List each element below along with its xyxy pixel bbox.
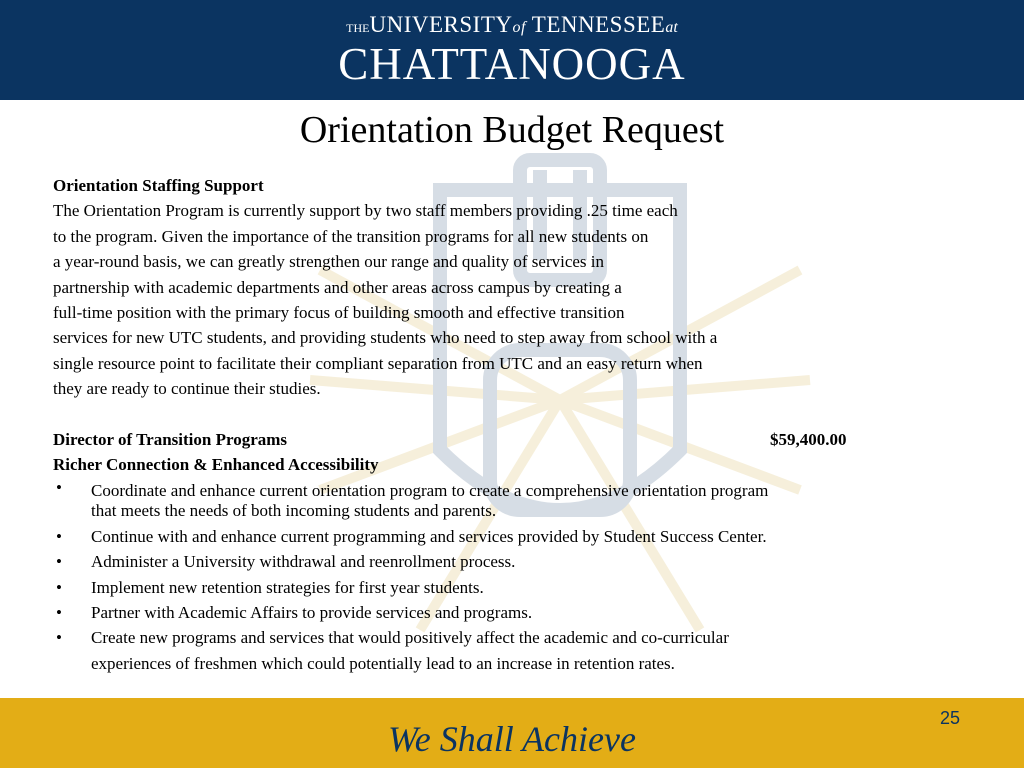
bullet-marker: • <box>56 628 62 648</box>
bullet-marker: • <box>56 577 62 597</box>
university-logo <box>0 12 1024 87</box>
bullet-marker: • <box>56 526 62 546</box>
bullet-list <box>53 478 953 676</box>
logo-the: THE <box>346 21 370 35</box>
bullet-text-continued: experiences of freshmen which could potentially lead to an increase in retention rates. <box>91 653 675 673</box>
slogan: We Shall Achieve <box>388 719 636 759</box>
paragraph-line: services for new UTC students, and providing students who need to step away from school with a <box>53 328 718 348</box>
header-bar <box>0 0 1024 100</box>
page-number: 25 <box>940 708 961 728</box>
slide-title: Orientation Budget Request <box>299 109 725 151</box>
list-item <box>53 625 953 676</box>
bullet-text: Implement new retention strategies for first year students. <box>91 577 484 597</box>
section-heading: Orientation Staffing Support <box>53 176 264 195</box>
slide-body <box>53 173 953 676</box>
bullet-text: Continue with and enhance current programming and services provided by Student Success Center. <box>91 526 767 546</box>
logo-of: of <box>512 19 526 36</box>
bullet-text: Administer a University withdrawal and reenrollment process. <box>91 552 516 572</box>
list-item <box>53 524 953 549</box>
bullet-text-continued: that meets the needs of both incoming students and parents. <box>91 500 497 520</box>
bullet-text: Partner with Academic Affairs to provide services and programs. <box>91 603 533 623</box>
bullet-text: Coordinate and enhance current orientation program to create a comprehensive orientation program <box>91 480 769 500</box>
subheading: Richer Connection & Enhanced Accessibility <box>53 455 379 475</box>
position-title: Director of Transition Programs <box>53 430 288 450</box>
bullet-marker: • <box>56 552 62 572</box>
paragraph-line: partnership with academic departments and other areas across campus by creating a <box>53 277 622 297</box>
paragraph-line: a year-round basis, we can greatly strengthen our range and quality of services in <box>53 252 605 272</box>
logo-university: UNIVERSITY <box>369 12 513 37</box>
spacer <box>53 402 953 427</box>
logo-top-line <box>0 12 1024 41</box>
logo-chattanooga: CHATTANOOGA <box>338 39 686 89</box>
list-item <box>53 600 953 625</box>
paragraph-line: to the program. Given the importance of the transition programs for all new students on <box>53 226 649 246</box>
paragraph-line: they are ready to continue their studies. <box>53 379 321 399</box>
bullet-marker: • <box>56 477 62 497</box>
logo-at: at <box>665 19 678 36</box>
paragraph-line: single resource point to facilitate their compliant separation from UTC and an easy return when <box>53 353 703 373</box>
paragraph-line: The Orientation Program is currently support by two staff members providing .25 time each <box>53 201 678 221</box>
position-row <box>53 427 953 452</box>
bullet-marker: • <box>56 603 62 623</box>
position-amount: $59,400.00 <box>770 430 847 450</box>
footer-bar <box>0 698 1024 768</box>
list-item <box>53 549 953 574</box>
bullet-text: Create new programs and services that would positively affect the academic and co-curricular <box>91 628 729 648</box>
logo-tennessee: TENNESSEE <box>531 12 666 37</box>
list-item <box>53 575 953 600</box>
list-item <box>53 478 953 524</box>
paragraph-line: full-time position with the primary focus of building smooth and effective transition <box>53 303 625 323</box>
